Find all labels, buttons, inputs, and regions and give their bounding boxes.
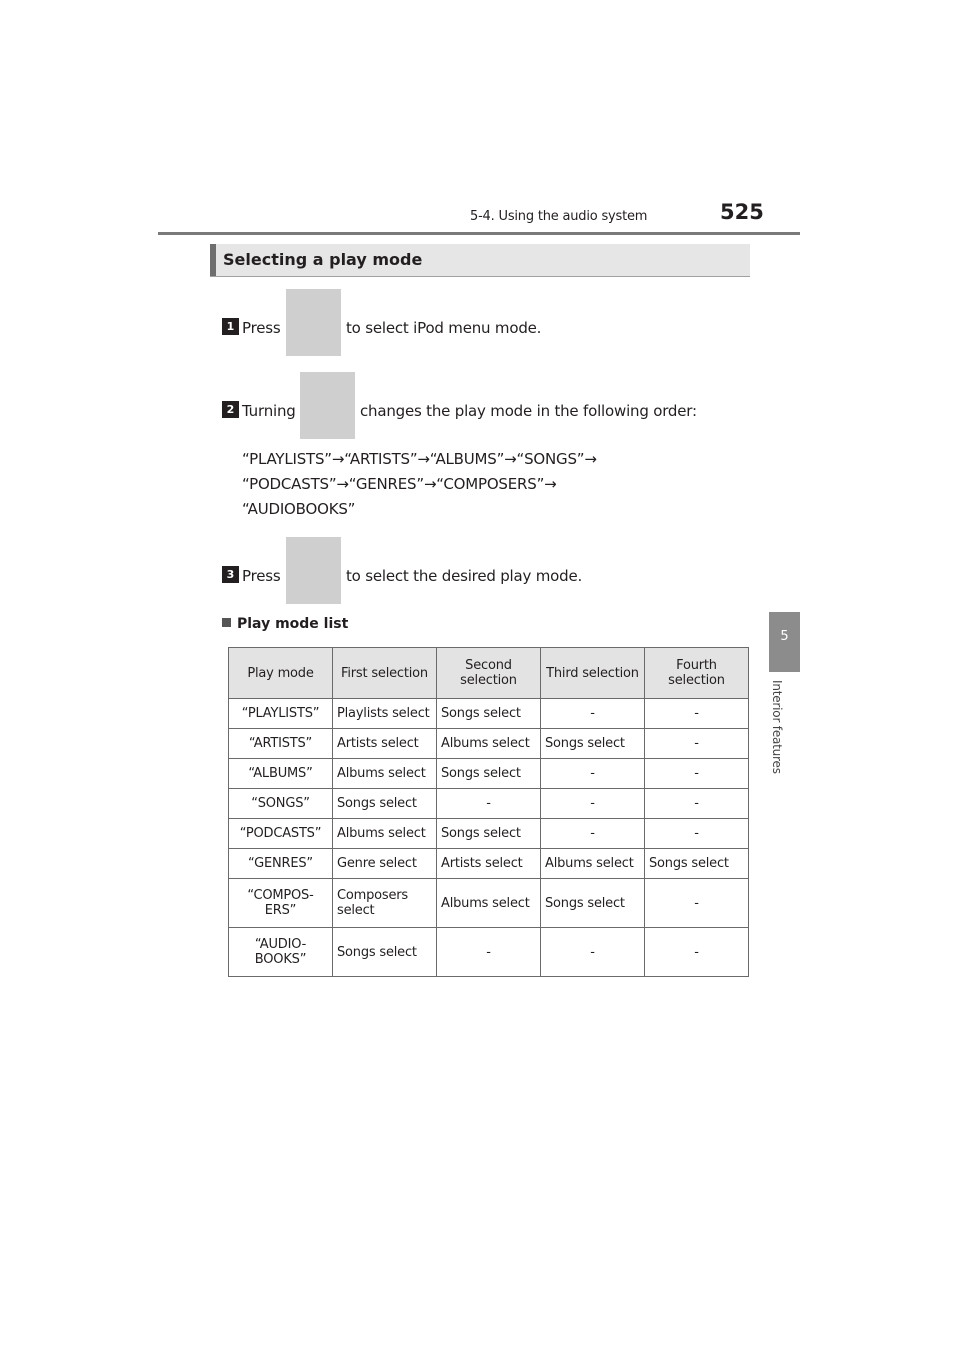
step-2-text-after: changes the play mode in the following order: <box>360 402 697 420</box>
table-cell: Albums select <box>333 759 437 789</box>
table-cell: - <box>645 699 749 729</box>
table-cell: - <box>541 819 645 849</box>
table-header-cell: Fourth selection <box>645 648 749 699</box>
table-cell: Songs select <box>541 729 645 759</box>
table-cell: Artists select <box>333 729 437 759</box>
step-1-text-before: Press <box>242 319 281 337</box>
table-header-row <box>229 648 749 699</box>
step-1-text-after: to select iPod menu mode. <box>346 319 542 337</box>
table-cell: Songs select <box>541 879 645 928</box>
chapter-label-container <box>766 680 802 790</box>
table-cell: - <box>645 819 749 849</box>
table-row <box>229 928 749 977</box>
header-divider <box>158 232 800 235</box>
table-cell: - <box>541 928 645 977</box>
chapter-tab <box>769 612 800 672</box>
table-cell: - <box>541 759 645 789</box>
step-number-3: 3 <box>222 566 239 583</box>
step-2-text-before: Turning <box>242 402 296 420</box>
table-cell: Playlists select <box>333 699 437 729</box>
table-cell: Albums select <box>541 849 645 879</box>
play-mode-list-heading-text: Play mode list <box>237 616 349 632</box>
table-row <box>229 759 749 789</box>
step-number-1: 1 <box>222 318 239 335</box>
table-cell: Songs select <box>333 789 437 819</box>
table-cell: “GENRES” <box>229 849 333 879</box>
chapter-number: 5 <box>780 629 789 644</box>
table-cell: - <box>645 789 749 819</box>
table-cell: Genre select <box>333 849 437 879</box>
table-cell: “ALBUMS” <box>229 759 333 789</box>
section-heading-accent <box>210 244 216 276</box>
table-cell: - <box>437 928 541 977</box>
table-cell: “PODCASTS” <box>229 819 333 849</box>
table-cell: - <box>645 729 749 759</box>
step-3-text-before: Press <box>242 567 281 585</box>
table-cell: Songs select <box>645 849 749 879</box>
table-row <box>229 729 749 759</box>
section-heading-bar <box>210 244 750 277</box>
table-cell: - <box>541 789 645 819</box>
table-header-cell: Second selection <box>437 648 541 699</box>
table-cell: - <box>645 928 749 977</box>
step-number-2: 2 <box>222 401 239 418</box>
table-cell: “COMPOS-ERS” <box>229 879 333 928</box>
table-row <box>229 879 749 928</box>
table-cell: Songs select <box>333 928 437 977</box>
chapter-label: Interior features <box>770 680 784 774</box>
table-cell: - <box>645 879 749 928</box>
play-mode-list-heading <box>222 616 348 632</box>
tune-knob-image <box>300 372 355 439</box>
table-cell: Artists select <box>437 849 541 879</box>
table-cell: Songs select <box>437 819 541 849</box>
header-section-title: 5-4. Using the audio system <box>470 209 648 224</box>
table-header-cell: First selection <box>333 648 437 699</box>
table-header-cell: Third selection <box>541 648 645 699</box>
table-cell: Songs select <box>437 699 541 729</box>
table-cell: - <box>541 699 645 729</box>
table-cell: “ARTISTS” <box>229 729 333 759</box>
table-cell: - <box>645 759 749 789</box>
page-number: 525 <box>720 200 764 224</box>
table-cell: Albums select <box>333 819 437 849</box>
table-cell: Songs select <box>437 759 541 789</box>
table-row <box>229 819 749 849</box>
section-title: Selecting a play mode <box>223 250 423 269</box>
table-row <box>229 849 749 879</box>
play-mode-table <box>228 647 749 977</box>
table-header-cell: Play mode <box>229 648 333 699</box>
table-cell: Albums select <box>437 879 541 928</box>
step-3-text-after: to select the desired play mode. <box>346 567 583 585</box>
table-cell: - <box>437 789 541 819</box>
play-mode-order-line-1: “PLAYLISTS”→“ARTISTS”→“ALBUMS”→“SONGS”→ <box>242 450 597 468</box>
table-cell: “PLAYLISTS” <box>229 699 333 729</box>
table-cell: Albums select <box>437 729 541 759</box>
table-cell: “AUDIO-BOOKS” <box>229 928 333 977</box>
table-cell: “SONGS” <box>229 789 333 819</box>
play-mode-order-line-3: “AUDIOBOOKS” <box>242 500 356 518</box>
table-cell: Composers select <box>333 879 437 928</box>
square-bullet-icon <box>222 618 231 627</box>
table-row <box>229 699 749 729</box>
play-mode-order-line-2: “PODCASTS”→“GENRES”→“COMPOSERS”→ <box>242 475 557 493</box>
select-button-image <box>286 537 341 604</box>
menu-button-image <box>286 289 341 356</box>
table-row <box>229 789 749 819</box>
